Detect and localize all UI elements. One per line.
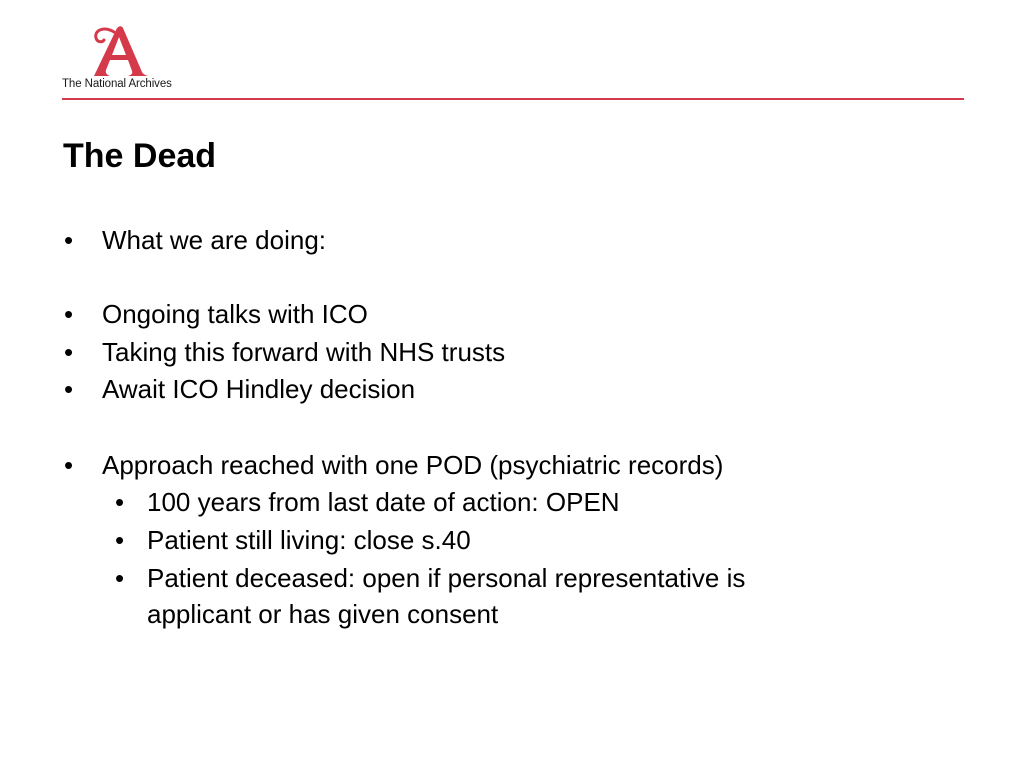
sub-bullet-glyph: • (115, 563, 125, 593)
sub-bullet-glyph: • (115, 487, 125, 517)
bullet-glyph: • (64, 450, 74, 480)
bullet-glyph: • (64, 374, 74, 404)
bullet-await: Await ICO Hindley decision (102, 374, 416, 404)
bullet-talks: Ongoing talks with ICO (102, 299, 368, 329)
bullet-glyph: • (64, 337, 74, 367)
bullet-intro: What we are doing: (102, 225, 327, 255)
slide-title: The Dead (63, 137, 217, 175)
sub-bullet-deceased-continued: applicant or has given consent (147, 599, 499, 629)
sub-bullet-deceased: Patient deceased: open if personal representative is (147, 563, 746, 593)
bullet-glyph: • (64, 225, 74, 255)
bullet-glyph: • (64, 299, 74, 329)
sub-bullet-living: Patient still living: close s.40 (147, 525, 471, 555)
sub-bullet-glyph: • (115, 525, 125, 555)
bullet-nhs: Taking this forward with NHS trusts (102, 337, 506, 367)
sub-bullet-100-years: 100 years from last date of action: OPEN (147, 487, 620, 517)
bullet-approach: Approach reached with one POD (psychiatric records) (102, 450, 724, 480)
logo-wordmark: The National Archives (62, 78, 172, 90)
